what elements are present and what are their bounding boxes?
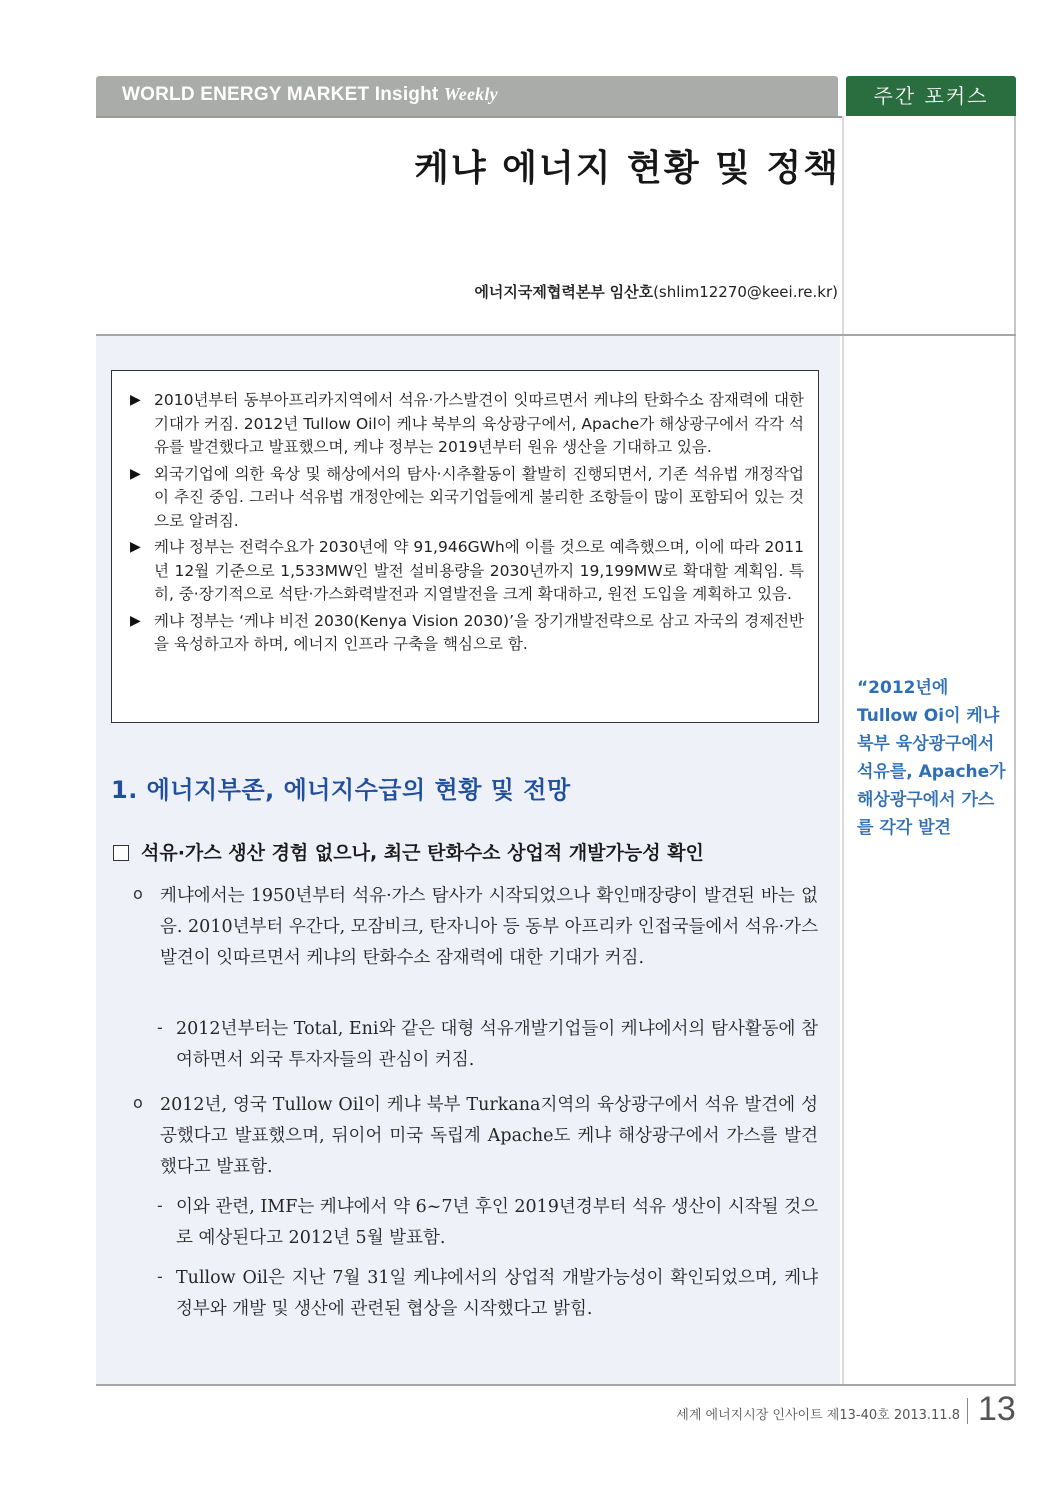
author-email: (shlim12270@keei.re.kr) xyxy=(653,283,838,301)
body-subparagraph: 2012년부터는 Total, Eni와 같은 대형 석유개발기업들이 케냐에서의 탐사활동에 참여하면서 외국 투자자들의 관심이 커짐. xyxy=(176,1019,818,1070)
circle-bullet-icon: o xyxy=(133,884,143,903)
publication-info: 세계 에너지시장 인사이트 제13-40호 2013.11.8 xyxy=(676,1408,960,1423)
summary-item xyxy=(130,389,804,460)
subsection-heading-text: 석유·가스 생산 경험 없으나, 최근 탄화수소 상업적 개발가능성 확인 xyxy=(141,842,704,864)
triangle-bullet-icon: ▶ xyxy=(130,539,141,555)
dash-bullet-icon: - xyxy=(157,1267,163,1286)
summary-box xyxy=(111,370,819,723)
summary-text: 케냐 정부는 ‘케냐 비전 2030(Kenya Vision 2030)’을 장기개발전략으로 삼고 자국의 경제전반을 육성하고자 하며, 에너지 인프라 구축을 핵심으로 함. xyxy=(154,611,804,653)
body-subparagraph: 이와 관련, IMF는 케냐에서 약 6~7년 후인 2019년경부터 석유 생산이 시작될 것으로 예상된다고 2012년 5월 발표함. xyxy=(176,1197,818,1248)
author-line xyxy=(300,281,838,302)
checkbox-square-icon xyxy=(113,845,129,861)
summary-item xyxy=(130,536,804,607)
series-title-main: WORLD ENERGY MARKET Insight xyxy=(122,84,439,105)
triangle-bullet-icon: ▶ xyxy=(130,612,141,629)
page-number-divider xyxy=(967,1398,968,1424)
summary-text: 외국기업에 의한 육상 및 해상에서의 탐사·시추활동이 활발히 진행되면서, 기존 석유법 개정작업이 추진 중임. 그러나 석유법 개정안에는 외국기업들에게 불리한 조항들이 많이 포함되어 있는 것으로 알려짐. xyxy=(154,464,804,530)
summary-item xyxy=(130,610,804,657)
author-name: 임산호 xyxy=(609,283,654,301)
series-title xyxy=(122,84,498,106)
body-paragraph: 케냐에서는 1950년부터 석유·가스 탐사가 시작되었으나 확인매장량이 발견된 바는 없음. 2010년부터 우간다, 모잠비크, 탄자니아 등 동부 아프리카 인접국들에서 석유·가스 발견이 잇따르면서 케냐의 탄화수소 잠재력에 대한 기대가 커짐. xyxy=(160,886,818,968)
summary-text: 케냐 정부는 전력수요가 2030년에 약 91,946GWh에 이를 것으로 예측했으며, 이에 따라 2011년 12월 기준으로 1,533MW인 발전 설비용량을 2030년까지 19,199MW로 확대할 계획임. 특히, 중·장기적으로 석탄·가스화력발전과 지열발전을 크게 확대하고, 원전 도입을 계획하고 있음. xyxy=(154,538,804,603)
page-number: 13 xyxy=(978,1390,1016,1428)
triangle-bullet-icon: ▶ xyxy=(130,465,141,482)
subsection-heading xyxy=(113,838,704,865)
header-rule xyxy=(96,116,842,118)
body-paragraph: 2012년, 영국 Tullow Oil이 케냐 북부 Turkana지역의 육상광구에서 석유 발견에 성공했다고 발표했으며, 뒤이어 미국 독립계 Apache도 케냐 해상광구에서 가스를 발견했다고 발표함. xyxy=(160,1095,818,1177)
author-org: 에너지국제협력본부 xyxy=(474,283,605,301)
circle-bullet-icon: o xyxy=(133,1093,143,1112)
right-margin-rule xyxy=(1014,116,1016,1386)
dash-bullet-icon: - xyxy=(157,1018,163,1037)
dash-bullet-icon: - xyxy=(157,1196,163,1215)
section-tab: 주간 포커스 xyxy=(846,76,1016,116)
gutter-divider xyxy=(842,116,844,1386)
summary-item xyxy=(130,463,804,534)
pull-quote: “2012년에 Tullow Oi이 케냐 북부 육상광구에서 석유를, Apache가 해상광구에서 가스를 각각 발견 xyxy=(857,678,1006,838)
footer-rule xyxy=(96,1384,1016,1386)
series-title-weekly: Weekly xyxy=(443,84,498,104)
section-heading: 1. 에너지부존, 에너지수급의 현황 및 전망 xyxy=(111,776,571,804)
triangle-bullet-icon: ▶ xyxy=(130,392,141,408)
body-subparagraph: Tullow Oil은 지난 7월 31일 케냐에서의 상업적 개발가능성이 확인되었으며, 케냐 정부와 개발 및 생산에 관련된 협상을 시작했다고 밝힘. xyxy=(176,1268,818,1319)
article-title: 케냐 에너지 현황 및 정책 xyxy=(414,148,840,189)
summary-text: 2010년부터 동부아프리카지역에서 석유·가스발견이 잇따르면서 케냐의 탄화수소 잠재력에 대한 기대가 커짐. 2012년 Tullow Oil이 케냐 북부의 육상광구에서, Apache가 해상광구에서 각각 석유를 발견했다고 발표했으며, 케냐 정부는 2019년부터 원유 생산을 기대하고 있음. xyxy=(154,391,804,456)
